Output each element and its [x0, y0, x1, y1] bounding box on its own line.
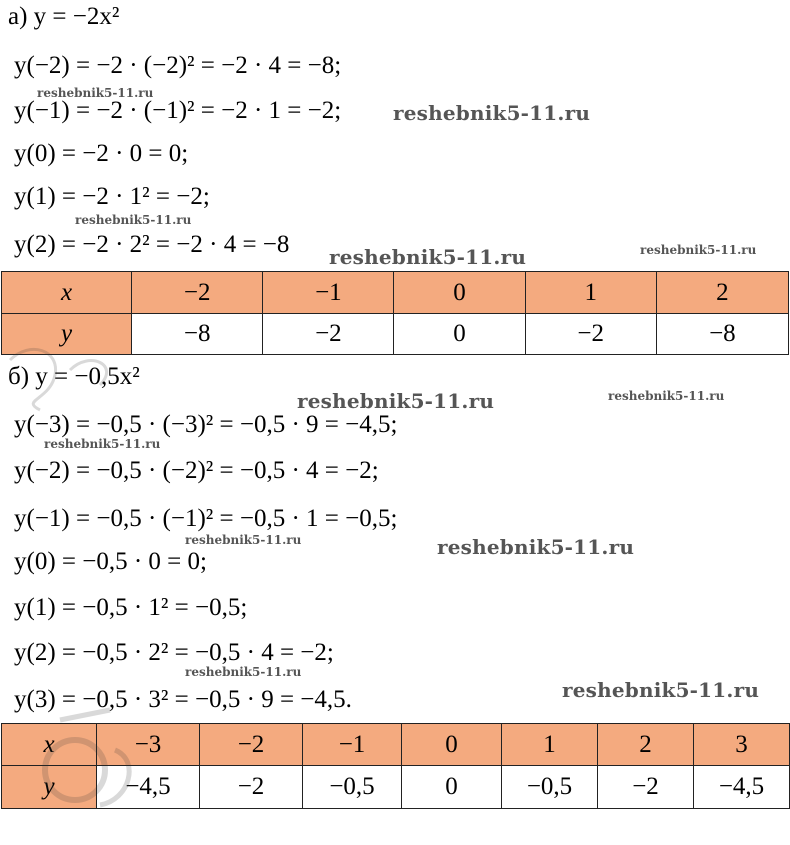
table-cell: 3	[694, 724, 790, 766]
part-b-line: y(2) = −0,5 · 2² = −0,5 · 4 = −2;	[14, 639, 334, 666]
table-cell: −2	[598, 766, 694, 809]
part-a-heading: а) y = −2x²	[8, 3, 120, 30]
table-cell: −8	[132, 314, 263, 355]
table-cell: −0,5	[303, 766, 402, 809]
watermark: reshebnik5-11.ru	[185, 665, 302, 679]
part-b-line: y(−1) = −0,5 · (−1)² = −0,5 · 1 = −0,5;	[14, 505, 398, 532]
table-cell: −0,5	[502, 766, 598, 809]
part-b-line: y(1) = −0,5 · 1² = −0,5;	[14, 594, 248, 621]
table-x-label: x	[2, 724, 97, 766]
table-y-label: y	[2, 314, 132, 355]
part-b-line: y(−2) = −0,5 · (−2)² = −0,5 · 4 = −2;	[14, 457, 379, 484]
watermark: reshebnik5-11.ru	[75, 213, 192, 227]
part-b-line: y(0) = −0,5 · 0 = 0;	[14, 548, 207, 575]
table-cell: 0	[394, 272, 525, 314]
watermark: reshebnik5-11.ru	[640, 243, 757, 257]
table-row-x	[2, 272, 789, 314]
table-cell: −3	[97, 724, 200, 766]
scribble-decoration	[20, 690, 160, 820]
part-b-line: y(3) = −0,5 · 3² = −0,5 · 9 = −4,5.	[14, 686, 352, 713]
watermark: reshebnik5-11.ru	[37, 86, 154, 100]
table-y-label: y	[2, 766, 97, 809]
table-cell: 2	[598, 724, 694, 766]
table-cell: −1	[263, 272, 394, 314]
table-cell: −2	[200, 724, 303, 766]
watermark: reshebnik5-11.ru	[608, 389, 725, 403]
watermark: reshebnik5-11.ru	[297, 389, 495, 413]
table-cell: 2	[656, 272, 788, 314]
watermark: reshebnik5-11.ru	[44, 437, 161, 451]
part-a-line: y(−2) = −2 · (−2)² = −2 · 4 = −8;	[14, 52, 342, 79]
table-cell: −2	[132, 272, 263, 314]
table-cell: −4,5	[97, 766, 200, 809]
table-cell: 0	[402, 766, 502, 809]
part-b-line: y(−3) = −0,5 · (−3)² = −0,5 · 9 = −4,5;	[14, 411, 398, 438]
table-cell: 1	[525, 272, 656, 314]
watermark: reshebnik5-11.ru	[329, 245, 527, 269]
table-cell: −8	[656, 314, 788, 355]
part-a-line: y(0) = −2 · 0 = 0;	[14, 140, 189, 167]
scribble-decoration	[0, 340, 150, 420]
table-x-label: x	[2, 272, 132, 314]
part-a-line: y(2) = −2 · 2² = −2 · 4 = −8	[14, 231, 290, 258]
part-a-line: y(1) = −2 · 1² = −2;	[14, 183, 210, 210]
watermark: reshebnik5-11.ru	[185, 533, 302, 547]
table-cell: −2	[200, 766, 303, 809]
table-cell: −1	[303, 724, 402, 766]
table-cell: −2	[263, 314, 394, 355]
part-a-line: y(−1) = −2 · (−1)² = −2 · 1 = −2;	[14, 97, 342, 124]
watermark: reshebnik5-11.ru	[437, 535, 635, 559]
watermark: reshebnik5-11.ru	[562, 678, 760, 702]
watermark: reshebnik5-11.ru	[393, 101, 591, 125]
table-cell: 0	[402, 724, 502, 766]
table-cell: −2	[525, 314, 656, 355]
part-b-heading: б) y = −0,5x²	[8, 363, 140, 390]
table-cell: −4,5	[694, 766, 790, 809]
table-cell: 0	[394, 314, 525, 355]
table-cell: 1	[502, 724, 598, 766]
